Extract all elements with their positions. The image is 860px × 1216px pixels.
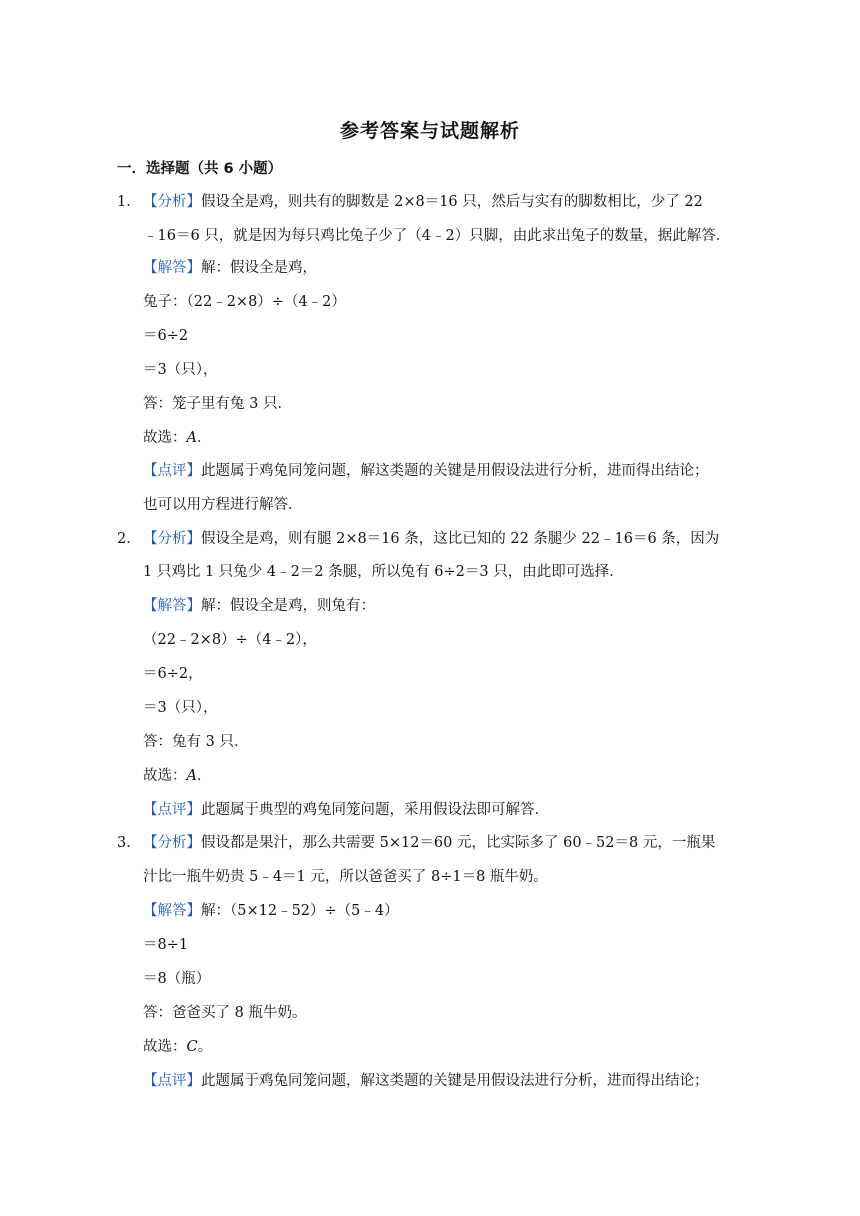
q1-choice: 故选：A．: [143, 430, 212, 446]
q1-analysis-line-2: ﹣16＝6 只，就是因为每只鸡比兔子少了（4﹣2）只脚，由此求出兔子的数量，据此解答．: [143, 228, 731, 244]
q2-review-line-1: 【点评】此题属于典型的鸡兔同笼问题，采用假设法即可解答．: [143, 802, 549, 818]
q1-step: ＝6÷2: [143, 328, 189, 344]
q3-choice: 故选：C。: [143, 1039, 213, 1055]
question-number: 3．: [117, 835, 141, 851]
q1-step: ＝3（只），: [143, 362, 218, 378]
q1-review-line-1: 【点评】此题属于鸡兔同笼问题，解这类题的关键是用假设法进行分析，进而得出结论；: [143, 463, 709, 479]
review-tag: 【点评】: [143, 463, 201, 479]
q2-solution: 【解答】解：假设全是鸡，则兔有：: [143, 598, 375, 614]
q3-solution: 【解答】解：（5×12﹣52）÷（5﹣4）: [143, 903, 399, 919]
q1-step: 兔子：（22﹣2×8）÷（4﹣2）: [143, 294, 346, 310]
q1-analysis-line-1: 【分析】假设全是鸡，则共有的脚数是 2×8＝16 只，然后与实有的脚数相比，少了 22: [143, 194, 703, 210]
q2-choice: 故选：A．: [143, 768, 212, 784]
analysis-tag: 【分析】: [143, 835, 201, 851]
q2-analysis-line-2: 1 只鸡比 1 只兔少 4﹣2＝2 条腿，所以兔有 6÷2＝3 只，由此即可选择．: [143, 564, 624, 580]
analysis-tag: 【分析】: [143, 531, 201, 547]
q2-analysis-line-1: 【分析】假设全是鸡，则有腿 2×8＝16 条，这比已知的 22 条腿少 22﹣16＝6 条，因为: [143, 531, 720, 547]
q1-review-line-2: 也可以用方程进行解答．: [143, 497, 303, 513]
solution-tag: 【解答】: [143, 260, 201, 276]
q2-step: ＝6÷2，: [143, 666, 203, 682]
q3-answer: 答：爸爸买了 8 瓶牛奶。: [143, 1005, 307, 1021]
q3-review-line-1: 【点评】此题属于鸡兔同笼问题，解这类题的关键是用假设法进行分析，进而得出结论；: [143, 1073, 709, 1089]
page-title: 参考答案与试题解析: [339, 120, 520, 142]
q2-step: （22﹣2×8）÷（4﹣2），: [143, 632, 317, 648]
review-tag: 【点评】: [143, 802, 201, 818]
q2-step: ＝3（只），: [143, 700, 218, 716]
question-number: 1．: [117, 194, 141, 210]
solution-tag: 【解答】: [143, 903, 201, 919]
section-heading: 一．选择题（共 6 小题）: [117, 161, 283, 177]
q1-solution: 【解答】解：假设全是鸡，: [143, 260, 317, 276]
q3-analysis-line-1: 【分析】假设都是果汁，那么共需要 5×12＝60 元，比实际多了 60﹣52＝8 元，一瓶果: [143, 835, 716, 851]
q3-step: ＝8（瓶）: [143, 971, 211, 987]
review-tag: 【点评】: [143, 1073, 201, 1089]
q3-analysis-line-2: 汁比一瓶牛奶贵 5﹣4＝1 元，所以爸爸买了 8÷1＝8 瓶牛奶。: [143, 869, 548, 885]
solution-tag: 【解答】: [143, 598, 201, 614]
q2-answer: 答：兔有 3 只．: [143, 734, 249, 750]
q1-answer: 答：笼子里有兔 3 只．: [143, 396, 292, 412]
analysis-tag: 【分析】: [143, 194, 201, 210]
q3-step: ＝8÷1: [143, 937, 189, 953]
question-number: 2．: [117, 531, 141, 547]
